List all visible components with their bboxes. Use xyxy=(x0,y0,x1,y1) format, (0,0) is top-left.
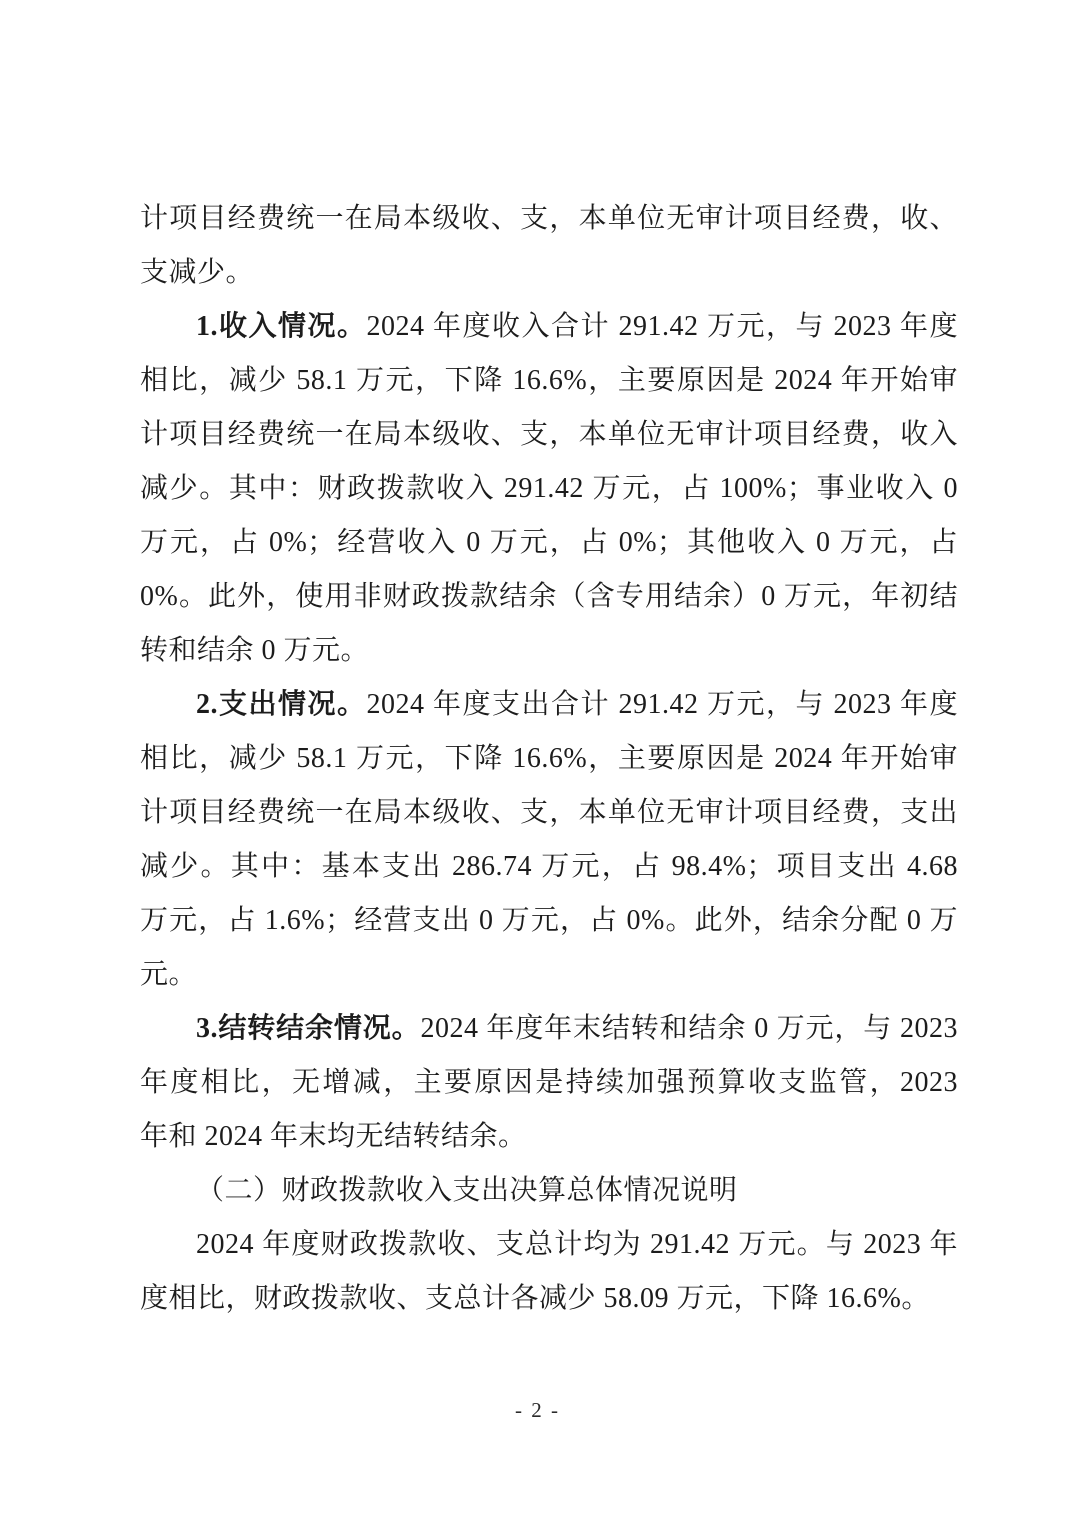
text-run: 2024 年度财政拨款收、支总计均为 291.42 万元。与 2023 年 xyxy=(196,1229,958,1260)
para-income-situation xyxy=(140,300,958,678)
text-line xyxy=(140,1056,958,1110)
text-run: 2024 年度收入合计 291.42 万元，与 2023 年度 xyxy=(366,311,958,342)
text-run: 计项目经费统一在局本级收、支，本单位无审计项目经费，收入 xyxy=(140,419,958,450)
para-fiscal-appropriation-total xyxy=(140,1218,958,1326)
text-run: （二）财政拨款收入支出决算总体情况说明 xyxy=(196,1175,738,1206)
text-run: 万元，占 1.6%；经营支出 0 万元，占 0%。此外，结余分配 0 万 xyxy=(140,905,958,936)
text-line xyxy=(140,192,958,246)
para-section-two-heading xyxy=(140,1164,958,1218)
text-line xyxy=(140,516,958,570)
numbered-heading-run: 1.收入情况。 xyxy=(196,311,367,342)
text-run: 计项目经费统一在局本级收、支，本单位无审计项目经费，收、 xyxy=(140,203,958,234)
text-line xyxy=(140,246,958,300)
para-carryover-from-previous-page xyxy=(140,192,958,300)
text-run: 万元，占 0%；经营收入 0 万元，占 0%；其他收入 0 万元，占 xyxy=(140,527,958,558)
text-line xyxy=(140,1002,958,1056)
text-line xyxy=(140,570,958,624)
text-line xyxy=(140,1164,958,1218)
text-run: 年和 2024 年末均无结转结余。 xyxy=(140,1121,527,1152)
numbered-heading-run: 2.支出情况。 xyxy=(196,689,367,720)
text-run: 相比，减少 58.1 万元，下降 16.6%，主要原因是 2024 年开始审 xyxy=(140,743,958,774)
text-line xyxy=(140,1110,958,1164)
document-body xyxy=(140,192,958,1326)
text-run: 支减少。 xyxy=(140,257,255,288)
text-run: 转和结余 0 万元。 xyxy=(140,635,370,666)
numbered-heading-run: 3.结转结余情况。 xyxy=(196,1013,421,1044)
text-line xyxy=(140,408,958,462)
text-run: 2024 年度年末结转和结余 0 万元，与 2023 xyxy=(420,1013,958,1044)
text-run: 年度相比，无增减，主要原因是持续加强预算收支监管，2023 xyxy=(140,1067,958,1098)
para-carryforward-balance-situation xyxy=(140,1002,958,1164)
text-run: 元。 xyxy=(140,959,198,990)
text-run: 相比，减少 58.1 万元，下降 16.6%，主要原因是 2024 年开始审 xyxy=(140,365,958,396)
text-line xyxy=(140,786,958,840)
page-number: - 2 - xyxy=(515,1398,560,1422)
text-run: 减少。其中：财政拨款收入 291.42 万元，占 100%；事业收入 0 xyxy=(140,473,958,504)
text-line xyxy=(140,300,958,354)
text-line xyxy=(140,840,958,894)
text-line xyxy=(140,1218,958,1272)
text-run: 减少。其中：基本支出 286.74 万元，占 98.4%；项目支出 4.68 xyxy=(140,851,958,882)
text-line xyxy=(140,894,958,948)
text-line xyxy=(140,462,958,516)
text-line xyxy=(140,948,958,1002)
text-run: 0%。此外，使用非财政拨款结余（含专用结余）0 万元，年初结 xyxy=(140,581,958,612)
text-line xyxy=(140,624,958,678)
text-line xyxy=(140,354,958,408)
text-line xyxy=(140,678,958,732)
text-line xyxy=(140,732,958,786)
text-run: 2024 年度支出合计 291.42 万元，与 2023 年度 xyxy=(366,689,958,720)
text-run: 度相比，财政拨款收、支总计各减少 58.09 万元，下降 16.6%。 xyxy=(140,1283,930,1314)
text-run: 计项目经费统一在局本级收、支，本单位无审计项目经费，支出 xyxy=(140,797,958,828)
text-line xyxy=(140,1272,958,1326)
para-expenditure-situation xyxy=(140,678,958,1002)
